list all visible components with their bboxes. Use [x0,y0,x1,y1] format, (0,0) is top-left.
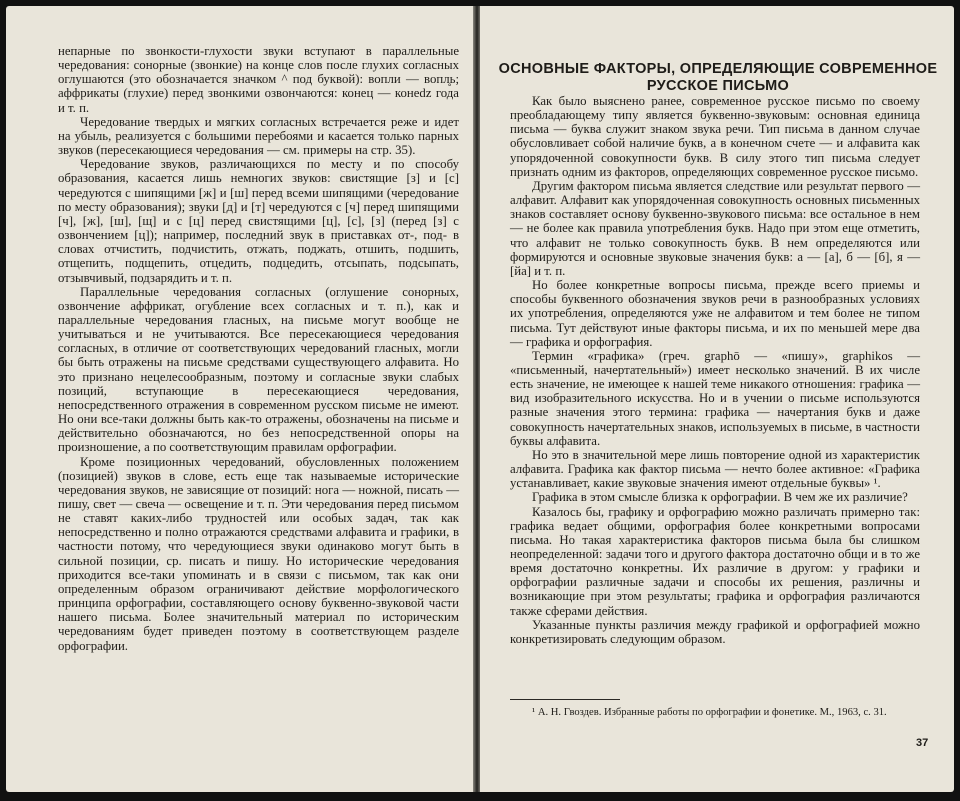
paragraph: Но более конкретные вопросы письма, прежде всего приемы и способы буквенного обозначения звуков речи в разнообразных условиях их употребления, определяются уже не алфавитом и тем более не типом письма. Тут действуют иные факторы письма, и их по меньшей мере два — графика и орфография. [510,278,920,349]
page-number: 37 [916,737,929,749]
chapter-title: ОСНОВНЫЕ ФАКТОРЫ, ОПРЕДЕЛЯЮЩИЕ СОВРЕМЕННОЕ РУССКОЕ ПИСЬМО [498,61,938,94]
paragraph: Термин «графика» (греч. graphō — «пишу», graphikos — «письменный, начертательный») имеет несколько значений. В их числе есть значение, не имеющее к нашей теме никакого отношения: графика — вид изобразительного искусства. Но и в учении о письме используются разные значения этого термина: графика — начертания букв и даже совокупность начертательных знаков, используемых в письме, в частности буквы алфавита. [510,348,920,448]
paragraph: Параллельные чередования согласных (оглушение сонорных, озвончение аффрикат, огубление всех согласных и т. п.), как и параллельные чередования гласных, на письме могут вообще не учитываться и не учитываются. Все пересекающиеся чередования согласных, в отличие от соответствующих чередований гласных, могли бы быть отражены на письме средствами существующего алфавита. Но это признано нецелесообразным, поэтому и согласные звуки слабых позиций, вступающие в пересекающиеся чередования, непосредственного отражения в современном русском письме не имеют. Но они все-таки должны быть как-то отражены, обозначены на письме и действительно обозначаются, но без непосредственной опоры на произношение, а по соответствующим правилам орфографии. [58,284,459,455]
paragraph: Казалось бы, графику и орфографию можно различать примерно так: графика ведает общими, орфография более конкретными вопросами письма. Но такая характеристика факторов письма была бы слишком неопределенной: задачи того и другого фактора достаточно общи и в то же время достаточно конкретны. Их различие в другом: у графики и орфографии различные задачи и способы их решения, различны и возникающие при этом результаты; графика и орфография различаются также сферами действия. [510,504,920,618]
paragraph: Но это в значительной мере лишь повторение одной из характеристик алфавита. Графика как фактор письма — нечто более активное: «Графика устанавливает, какие звуковые значения имеют отдельные буквы» ¹. [510,447,920,491]
left-text-column [58,44,459,653]
footnote-rule [510,699,620,700]
right-text-column [510,94,920,646]
paragraph: Как было выяснено ранее, современное русское письмо по своему преобладающему типу является буквенно-звуковым: основная единица письма — буква служит знаком звука речи. Тип письма в данном случае обусловливает собой наличие букв, а в конечном счете — и алфавита как упорядоченной совокупности букв. В силу этого тип письма следует признать одним из факторов, определяющих современное русское письмо. [510,94,920,179]
left-page [6,6,474,792]
paragraph: Чередование звуков, различающихся по месту и по способу образования, касается лишь немногих звуков: свистящие [з] и [с] чередуются с шипящими [ж] и [ш] перед всеми шипящими (чередование по месту образования); звуки [д] и [т] чередуются с [ч] перед шипящими [ч], [ж], [ш], [щ] и с [ц] перед свистящими [ц], [с], [з] (перед [з] с озвончением [ц]); например, последний звук в приставках от-, под- в словах отчистить, подчистить, отжать, поджать, отшить, подшить, отщепить, подщепить, отцедить, подцедить, отсыпать, подсыпать, отзывчивый, подзарядить и т. п. [58,157,459,285]
paragraph: непарные по звонкости-глухости звуки вступают в параллельные чередования: сонорные (звонкие) на конце слов после глухих согласных оглушаются (это обозначается значком ^ под буквой): вопли — вопл̥ь; аффрикаты (глухие) перед звонкими озвончаются: конец — конеǳ года и т. п. [58,44,459,115]
paragraph: Кроме позиционных чередований, обусловленных положением (позицией) звуков в слове, есть еще так называемые исторические чередования звуков, не зависящие от позиций: нога — ножной, писать — пишу, свет — свеча — освещение и т. п. Эти чередования перед письмом не ставят каких-либо трудностей или особых задач, так как непосредственно и полно отражаются средствами алфавита и графики, в частности потому, что чередующиеся звуки одинаково могут быть в сильной позиции, ср. писать и пишу. Но исторические чередования приходится все-таки упоминать и в связи с письмом, так как они определенным образом ограничивают действие морфологического принципа орфографии, составляющего основу буквенно-звуковой части нашего письма. Более значительный материал по историческим чередованиям будет приведен поэтому в соответствующем разделе орфографии. [58,454,459,653]
paragraph: Графика в этом смысле близка к орфографии. В чем же их различие? [532,490,908,505]
right-page [480,6,954,792]
paragraph: Другим фактором письма является следствие или результат первого — алфавит. Алфавит как упорядоченная совокупность основных письменных знаков составляет основу буквенно-звукового письма: все остальное в нем — не более как правила употребления букв. Надо при этом еще отметить, что алфавит не только совокупность букв. В нем определяются или формируются и основные звуковые значения букв: а — [а], б — [б], я — [йа] и т. п. [510,178,920,278]
footnote: ¹ А. Н. Гвоздев. Избранные работы по орфографии и фонетике. М., 1963, с. 31. [532,707,887,718]
paragraph: Указанные пункты различия между графикой и орфографией можно конкретизировать следующим образом. [510,617,920,646]
paragraph: Чередование твердых и мягких согласных встречается реже и идет на убыль, реализуется с большими перебоями и касается только парных звуков (пересекающиеся чередования — см. примеры на стр. 35). [58,114,459,158]
